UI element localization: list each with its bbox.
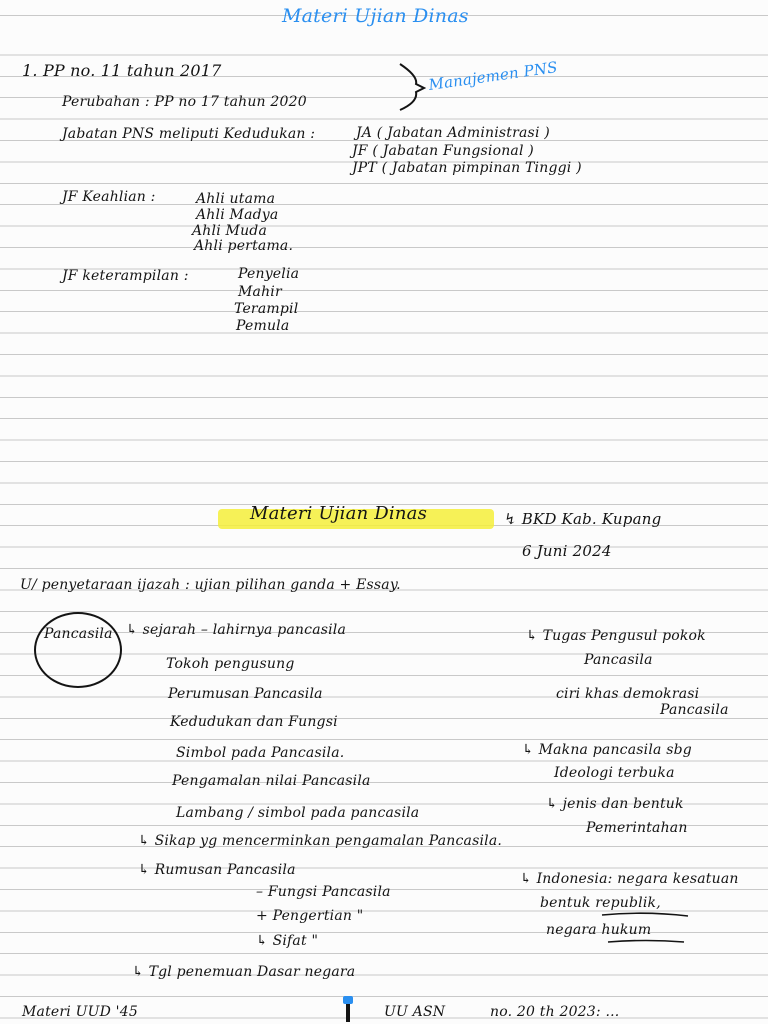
amendment-line: Perubahan : PP no 17 tahun 2020 (62, 94, 307, 110)
jf-keterampilan-item: Terampil (234, 301, 299, 317)
right-topic-item: ↳ Tugas Pengusul pokok (526, 628, 706, 644)
date-note: 6 Juni 2024 (522, 542, 612, 560)
right-topic-item: ciri khas demokrasi (556, 686, 700, 702)
location-note: ↯ BKD Kab. Kupang (504, 510, 662, 528)
circled-topic: Pancasila (44, 626, 113, 642)
jabatan-item-jf: JF ( Jabatan Fungsional ) (352, 143, 534, 159)
bracket-mark (396, 62, 426, 112)
topic-item: ↳ Tgl penemuan Dasar negara (132, 964, 356, 980)
jabatan-item-jpt: JPT ( Jabatan pimpinan Tinggi ) (352, 160, 582, 176)
topic-circle (34, 612, 122, 688)
topic-item: Lambang / simbol pada pancasila (176, 805, 420, 821)
topic-item: Pengamalan nilai Pancasila (172, 773, 371, 789)
footer-left: Materi UUD '45 (22, 1004, 138, 1020)
jabatan-item-ja: JA ( Jabatan Administrasi ) (356, 125, 550, 141)
topic-item: Tokoh pengusung (166, 656, 295, 672)
jf-keterampilan-item: Penyelia (238, 266, 300, 282)
footer-right: no. 20 th 2023: ... (490, 1004, 620, 1020)
right-topic-item: Pancasila (660, 702, 729, 718)
topic-item: ↳ Rumusan Pancasila (138, 862, 296, 878)
topic-item: ↳ sejarah – lahirnya pancasila (126, 622, 347, 638)
regulation-line: 1. PP no. 11 tahun 2017 (22, 61, 222, 80)
right-topic-item: negara hukum (546, 922, 652, 938)
topic-item: – Fungsi Pancasila (256, 884, 391, 900)
right-topic-item: ↳ jenis dan bentuk (546, 796, 684, 812)
right-topic-item: Pemerintahan (586, 820, 688, 836)
pin-icon (341, 994, 355, 1024)
right-topic-item: Ideologi terbuka (554, 765, 675, 781)
jf-keterampilan-item: Mahir (238, 284, 282, 300)
jabatan-label: Jabatan PNS meliputi Kedudukan : (62, 126, 316, 142)
topic-item: ↳ Sikap yg mencerminkan pengamalan Pancasila. (138, 833, 503, 849)
topic-item: Perumusan Pancasila (168, 686, 323, 702)
jf-keterampilan-label: JF keterampilan : (62, 268, 189, 284)
jf-keahlian-item: Ahli Muda (192, 223, 267, 239)
underline-mark (600, 911, 690, 919)
section-title: Materi Ujian Dinas (250, 503, 428, 524)
right-topic-item: Pancasila (584, 652, 653, 668)
right-topic-item: bentuk republik, (540, 895, 661, 911)
jf-keahlian-item: Ahli Madya (196, 207, 279, 223)
bracket-label: Manajemen PNS (427, 58, 559, 94)
jf-keterampilan-item: Pemula (236, 318, 290, 334)
footer-middle: UU ASN (384, 1004, 446, 1020)
topic-item: ↳ Sifat " (256, 933, 319, 949)
topic-item: Simbol pada Pancasila. (176, 745, 345, 761)
intro-line: U/ penyetaraan ijazah : ujian pilihan ganda + Essay. (20, 577, 401, 593)
jf-keahlian-label: JF Keahlian : (62, 189, 156, 205)
underline-mark (606, 938, 686, 946)
topic-item: Kedudukan dan Fungsi (170, 714, 338, 730)
right-topic-item: ↳ Indonesia: negara kesatuan (520, 871, 739, 887)
jf-keahlian-item: Ahli utama (196, 191, 276, 207)
topic-item: + Pengertian " (256, 908, 364, 924)
right-topic-item: ↳ Makna pancasila sbg (522, 742, 692, 758)
jf-keahlian-item: Ahli pertama. (194, 238, 294, 254)
page-title: Materi Ujian Dinas (282, 5, 469, 27)
